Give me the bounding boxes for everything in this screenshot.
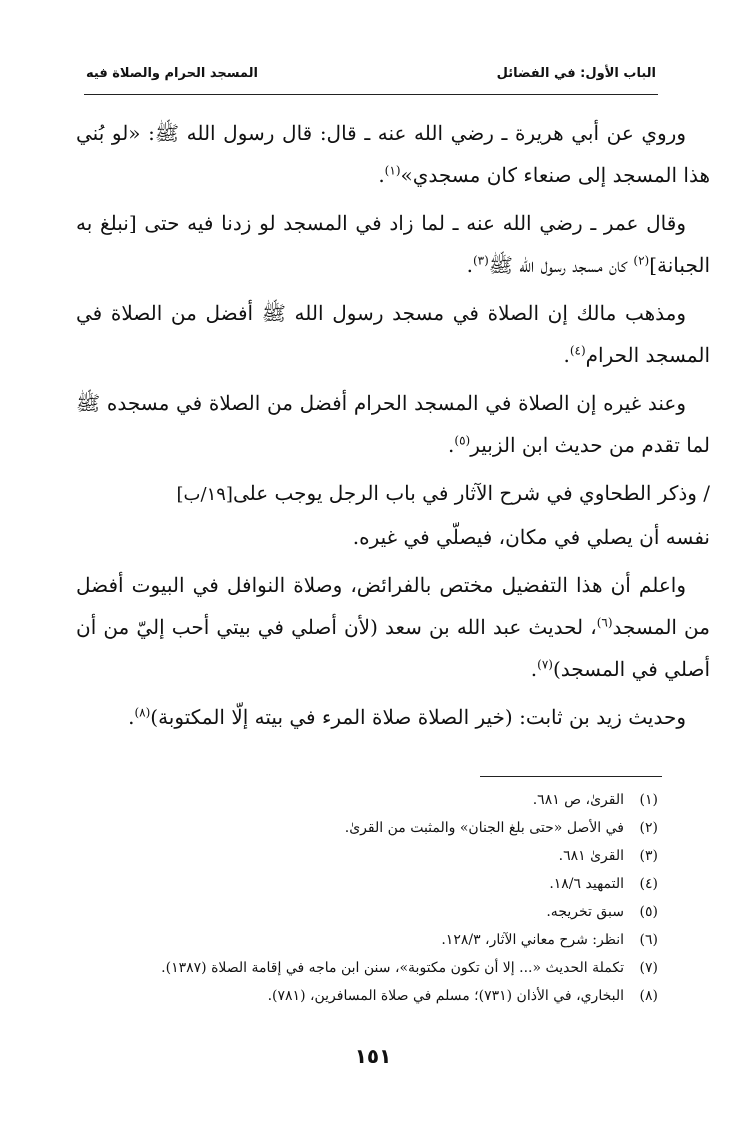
running-header (84, 58, 658, 95)
footnote (84, 926, 658, 954)
paragraph: وروي عن أبي هريرة ـ رضي الله عنه ـ قال: قال رسول الله ﷺ: «لو بُني هذا المسجد إلى صنعاء كان مسجدي»$^{(١)}$. (76, 121, 710, 187)
footnote-number: (٧) (639, 960, 658, 976)
footnote-number: (٤) (639, 876, 658, 892)
footnote-separator (480, 776, 662, 777)
footnote-marker: (٨) (134, 705, 151, 720)
footnote-marker: (١) (384, 163, 401, 178)
footnote-number: (٢) (639, 820, 658, 836)
footnote (84, 954, 658, 982)
footnote (84, 814, 658, 842)
footnote-text: القرىٰ ٦٨١. (558, 848, 624, 864)
footnote-marker: (٣) (472, 253, 489, 268)
footnote-text: التمهيد ١٨/٦. (549, 876, 624, 892)
footnote-marker: (٦) (596, 615, 613, 630)
manuscript-page-ref: [١٩/ب] (176, 484, 233, 505)
footnote-number: (١) (639, 792, 658, 808)
paragraph: ومذهب مالك إن الصلاة في مسجد رسول الله ﷺ أفضل من الصلاة في المسجد الحرام$^{(٤)}$. (76, 301, 710, 367)
main-text (28, 112, 710, 744)
paragraph: وحديث زيد بن ثابت: (خير الصلاة صلاة المرء في بيته إلّا المكتوبة)$^{(٨)}$. (128, 705, 686, 729)
footnote (84, 870, 658, 898)
paragraph: وعند غيره إن الصلاة في المسجد الحرام أفضل من الصلاة في مسجده ﷺ لما تقدم من حديث ابن الزبير$^{(٥)}$. (76, 391, 710, 457)
section-title: المسجد الحرام والصلاة فيه (86, 66, 258, 81)
footnote-text: البخاري، في الأذان (٧٣١)؛ مسلم في صلاة المسافرين، (٧٨١). (267, 988, 624, 1004)
paragraph: واعلم أن هذا التفضيل مختص بالفرائض، وصلاة النوافل في البيوت أفضل من المسجد$^{(٦)}$، لحديث عبد الله بن سعد (لأن أصلي في بيتي أحب إليّ من أن أصلي في المسجد)$^{(٧)}$. (76, 573, 710, 681)
footnote (84, 898, 658, 926)
footnote-number: (٣) (639, 848, 658, 864)
page-number: ١٥١ (354, 1044, 392, 1068)
footnote-number: (٦) (639, 932, 658, 948)
footnote-marker: (٤) (569, 343, 586, 358)
footnotes (84, 786, 658, 1010)
footnote-number: (٨) (639, 988, 658, 1004)
footnote-text: القرىٰ، ص ٦٨١. (532, 792, 624, 808)
paragraph: / وذكر الطحاوي في شرح الآثار في باب الرجل يوجب على[١٩/ب] نفسه أن يصلي في مكان، فيصلّي في غيره. (176, 481, 710, 549)
footnote-text: في الأصل «حتى بلغ الجنان» والمثبت من القرىٰ. (344, 820, 624, 836)
paragraph: وقال عمر ـ رضي الله عنه ـ لما زاد في المسجد لو زدنا فيه حتى [نبلغ به الجبانة]$^{(٢)}$ كان مسجد رسول الله ﷺ$^{(٣)}$. (76, 211, 710, 277)
footnote (84, 982, 658, 1010)
footnote-text: انظر: شرح معاني الآثار، ١٢٨/٣. (441, 932, 624, 948)
footnote-text: سبق تخريجه. (546, 904, 624, 920)
footnote (84, 786, 658, 814)
footnote-marker: (٧) (537, 657, 553, 672)
footnote-marker: (٥) (454, 433, 471, 448)
footnote (84, 842, 658, 870)
chapter-title: الباب الأول: في الفضائل (496, 66, 656, 81)
footnote-marker: (٢) (633, 253, 650, 268)
footnote-number: (٥) (639, 904, 658, 920)
footnote-text: تكملة الحديث «... إلا أن تكون مكتوبة»، سنن ابن ماجه في إقامة الصلاة (١٣٨٧). (161, 960, 624, 976)
